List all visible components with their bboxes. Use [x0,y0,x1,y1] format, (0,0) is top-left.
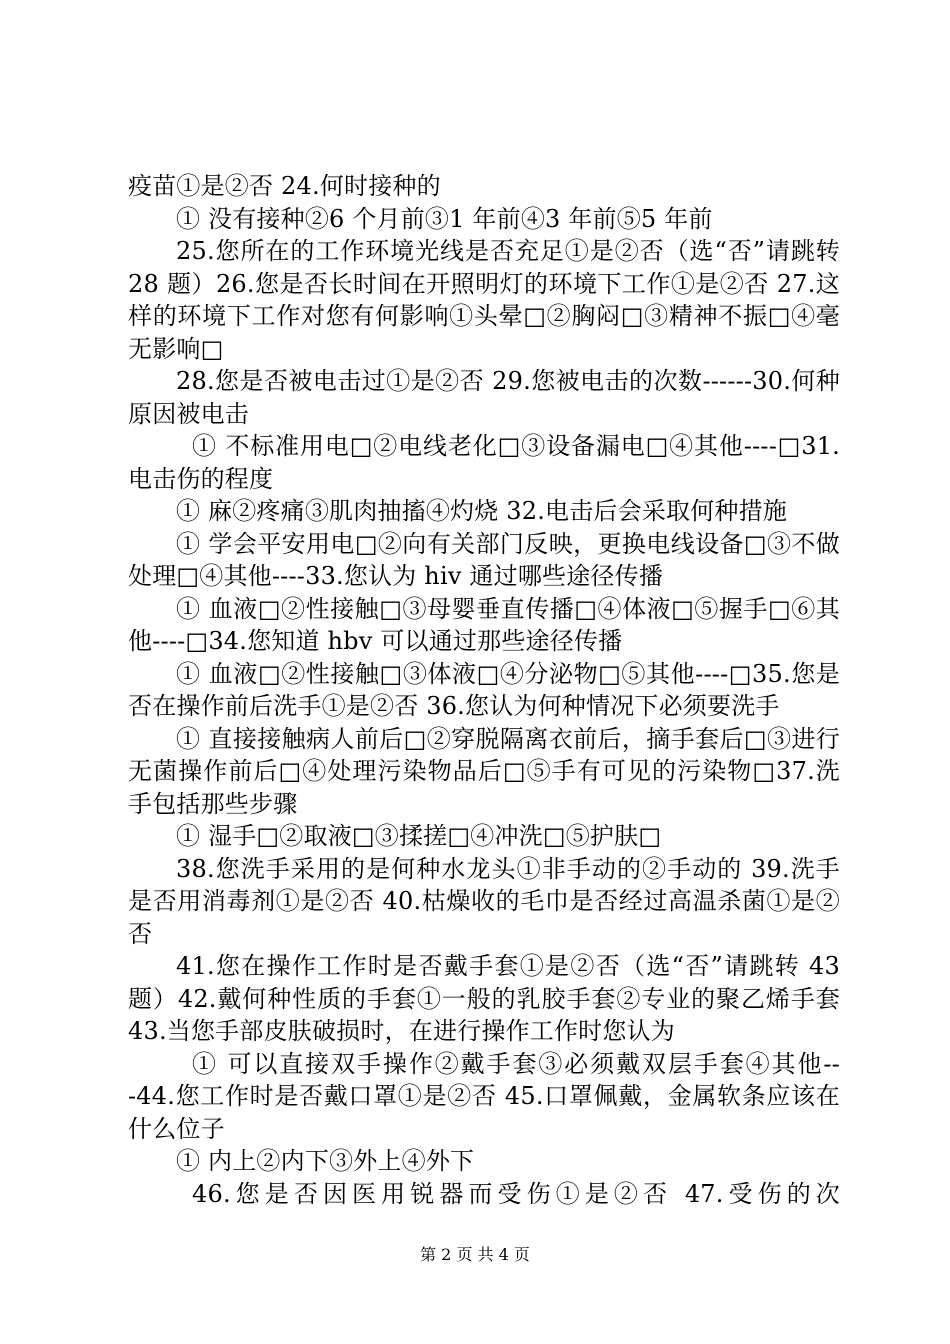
document-body [128,170,840,1210]
paragraph: ① 麻②疼痛③肌肉抽搐④灼烧 32.电击后会采取何种措施 [176,497,788,525]
paragraph: ① 学会平安用电□②向有关部门反映，更换电线设备□③不做处理□④其他----33.您认为 hiv 通过哪些途径传播 [128,529,840,590]
paragraph: ① 不标准用电□②电线老化□③设备漏电□④其他----□31.电击伤的程度 [128,432,840,493]
paragraph: ① 没有接种②6 个月前③1 年前④3 年前⑤5 年前 [176,204,713,233]
paragraph: 25.您所在的工作环境光线是否充足①是②否（选“否”请跳转 28 题）26.您是否长时间在开照明灯的环境下工作①是②否 27.这样的环境下工作对您有何影响①头晕□②胸闷□③精神不振□④毫无影响□ [128,237,840,363]
paragraph: 46.您是否因医用锐器而受伤①是②否 47.受伤的次 [192,1179,840,1208]
paragraph: 疫苗①是②否 24.何时接种的 [128,172,441,200]
paragraph: ① 可以直接双手操作②戴手套③必须戴双层手套④其他---44.您工作时是否戴口罩①是②否 45.口罩佩戴，金属软条应该在什么位子 [128,1049,840,1143]
page-number-footer: 第 2 页 共 4 页 [420,1245,530,1264]
paragraph: ① 内上②内下③外上④外下 [176,1147,475,1175]
paragraph: ① 湿手□②取液□③揉搓□④冲洗□⑤护肤□ [176,822,662,850]
paragraph: 38.您洗手采用的是何种水龙头①非手动的②手动的 39.洗手是否用消毒剂①是②否 40.枯燥收的毛巾是否经过高温杀菌①是②否 [128,854,840,948]
paragraph: 41.您在操作工作时是否戴手套①是②否（选“否”请跳转 43 题）42.戴何种性质的手套①一般的乳胶手套②专业的聚乙烯手套 43.当您手部皮肤破损时，在进行操作工作时您认为 [128,952,840,1045]
paragraph: 28.您是否被电击过①是②否 29.您被电击的次数------30.何种原因被电击 [128,367,840,428]
paragraph: ① 血液□②性接触□③体液□④分泌物□⑤其他----□35.您是否在操作前后洗手①是②否 36.您认为何种情况下必须要洗手 [128,659,840,720]
paragraph: ① 血液□②性接触□③母婴垂直传播□④体液□⑤握手□⑥其他----□34.您知道 hbv 可以通过那些途径传播 [128,594,840,655]
paragraph: ① 直接接触病人前后□②穿脱隔离衣前后，摘手套后□③进行无菌操作前后□④处理污染物品后□⑤手有可见的污染物□37.洗手包括那些步骤 [128,724,840,818]
